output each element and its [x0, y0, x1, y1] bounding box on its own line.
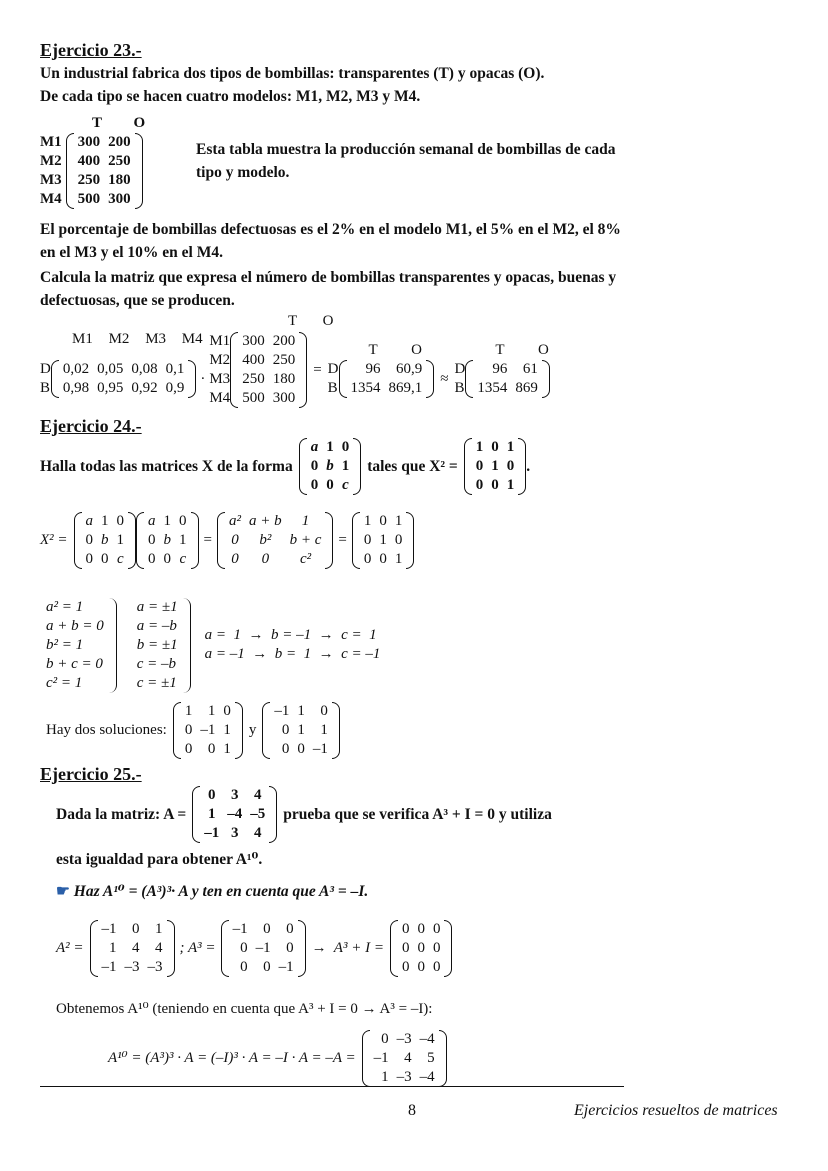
matrix-cell: 0 — [475, 477, 484, 493]
zero-matrix — [390, 920, 453, 977]
rounded-result-matrix — [465, 360, 550, 398]
matrix-cell: 1 — [163, 513, 172, 529]
matrix-cell: 0 — [208, 787, 216, 803]
matrix-cell: 0 — [240, 940, 248, 956]
matrix-cell: 0 — [281, 741, 290, 757]
form-matrix — [299, 438, 362, 495]
matrix-cell: 96 — [492, 361, 508, 377]
matrix-cell: a — [85, 513, 94, 529]
matrix-cell: 1 — [155, 921, 163, 937]
matrix-cell: 300 — [242, 333, 265, 349]
matrix-cell: 0 — [101, 551, 109, 567]
matrix-cell: 61 — [522, 361, 538, 377]
p-row-labels: D B — [40, 361, 51, 396]
matrix-cell: 1354 — [350, 380, 381, 396]
matrix-cell: a² — [229, 513, 242, 529]
matrix-cell: 200 — [272, 333, 296, 349]
powers-calc: A² = –1 0 1 1 4 4 –1 –3 –3 ; A³ = –1 0 0 0 –1 0 0 0 –1 → A³ + I = 0 0 0 0 0 0 0 0 0 — [56, 920, 452, 977]
matrix-cell: 0 — [263, 921, 271, 937]
matrix-cell: 1 — [341, 458, 350, 474]
matrix-cell: 0 — [281, 722, 290, 738]
x-squared-calc: X² = a 1 0 0 b 1 0 0 c a 1 0 0 b 1 0 0 c = a² a + b 1 0 b² b + c 0 0 c² = 1 0 1 0 1 0 0 0 1 — [40, 512, 414, 569]
matrix-cell: –4 — [419, 1069, 435, 1085]
x-matrix-b — [136, 512, 199, 569]
matrix-cell: 0 — [491, 477, 499, 493]
matrix-cell: 250 — [108, 153, 131, 169]
matrix-cell: 0 — [475, 458, 484, 474]
matrix-cell: 1 — [326, 439, 334, 455]
matrix-cell: 0 — [179, 513, 187, 529]
derived-equations: a = ±1 a = –b b = ±1 c = –b c = ±1 — [125, 598, 191, 693]
matrix-cell: 0 — [363, 551, 372, 567]
obtain-text: Obtenemos A¹⁰ (teniendo en cuenta que A³ + I = 0 → A³ = –I): — [56, 1001, 433, 1017]
ex25-heading: Ejercicio 25.- — [40, 764, 142, 784]
matrix-cell: 0 — [163, 551, 172, 567]
matrix-cell: 4 — [254, 787, 262, 803]
matrix-cell: 1 — [301, 513, 310, 529]
matrix-cell: –1 — [278, 959, 294, 975]
matrix-cell: b² — [259, 532, 272, 548]
target-matrix — [464, 438, 527, 495]
matrix-cell: 1 — [101, 513, 109, 529]
matrix-cell: 0 — [394, 532, 403, 548]
matrix-cell: 0 — [231, 532, 239, 548]
matrix-cell: 0 — [506, 458, 515, 474]
matrix-cell: 1 — [179, 532, 187, 548]
matrix-cell: 5 — [427, 1050, 435, 1066]
matrix-cell: –1 — [101, 959, 117, 975]
equations: a² = 1 a + b = 0 b² = 1 b + c = 0 c² = 1 — [46, 598, 117, 693]
matrix-cell: 250 — [77, 172, 101, 188]
matrix-cell: –4 — [419, 1031, 435, 1047]
matrix-cell: 300 — [77, 134, 101, 150]
matrix-cell: 1 — [381, 1069, 389, 1085]
matrix-cell: 500 — [242, 390, 265, 406]
ex25-hint: ☛ Haz A¹⁰ = (A³)³· A y ten en cuenta que A³ = –I. — [56, 883, 369, 900]
matrix-cell: 0 — [261, 551, 270, 567]
ex24-statement: Halla todas las matrices X de la forma a 1 0 0 b 1 0 0 c tales que X² = 1 0 1 0 1 0 0 0 1 . — [40, 439, 531, 493]
matrix-cell: 180 — [108, 172, 131, 188]
matrix-cell: b — [326, 458, 334, 474]
matrix-cell: 0 — [379, 513, 387, 529]
matrix-cell: 0,1 — [165, 361, 185, 377]
matrix-cell: a — [310, 439, 319, 455]
ex25-use: esta igualdad para obtener A¹⁰. — [56, 851, 263, 868]
matrix-cell: 0 — [379, 551, 387, 567]
matrix-cell: 869,1 — [388, 380, 423, 396]
matrix-cell: 0 — [184, 722, 193, 738]
a-squared-matrix — [90, 920, 175, 977]
matrix-cell: 250 — [272, 352, 296, 368]
matrix-cell: 0 — [85, 551, 94, 567]
matrix-cell: 0 — [401, 921, 410, 937]
matrix-cell: 4 — [404, 1050, 412, 1066]
matrix-cell: b — [101, 532, 109, 548]
matrix-cell: 0 — [381, 1031, 389, 1047]
matrix-cell: 0 — [297, 741, 305, 757]
hand-pointer-icon: ☛ — [56, 883, 70, 900]
ex23-intro-line2: De cada tipo se hacen cuatro modelos: M1, M2, M3 y M4. — [40, 88, 421, 105]
matrix-cell: 0 — [240, 959, 248, 975]
matrix-cell: 300 — [108, 191, 131, 207]
matrix-cell: 869 — [515, 380, 538, 396]
matrix-cell: c — [179, 551, 187, 567]
matrix-cell: 1 — [223, 741, 231, 757]
matrix-cell: 0 — [286, 940, 294, 956]
matrix-cell: 1 — [116, 532, 125, 548]
matrix-cell: –4 — [227, 806, 243, 822]
matrix-cell: 500 — [77, 191, 101, 207]
matrix-cell: 200 — [108, 134, 131, 150]
matrix-cell: 1 — [475, 439, 484, 455]
production-matrix — [66, 133, 143, 209]
matrix-cell: 0 — [148, 551, 156, 567]
matrix-cell: 1 — [363, 513, 372, 529]
page-number: 8 — [408, 1102, 416, 1119]
matrix-cell: 0 — [401, 959, 410, 975]
matrix-cell: 180 — [272, 371, 296, 387]
matrix-cell: –3 — [124, 959, 140, 975]
matrix-cell: 0 — [320, 703, 328, 719]
matrix-cell: –3 — [396, 1031, 412, 1047]
matrix-cell: –1 — [274, 703, 290, 719]
table-note: Esta tabla muestra la producción semanal de bombillas de cada tipo y modelo. — [196, 141, 616, 181]
matrix-cell: –1 — [255, 940, 271, 956]
col-header-o: O — [133, 115, 146, 131]
matrix-a — [192, 786, 277, 843]
matrix-cell: 0,08 — [131, 361, 158, 377]
matrix-cell: 0 — [310, 477, 319, 493]
matrix-cell: 1 — [506, 439, 515, 455]
matrix-cell: 1 — [491, 458, 499, 474]
t-o-header: T O — [288, 313, 334, 329]
solution-lines: a = 1 → b = –1 → c = 1 a = –1 → b = 1 → c = –1 — [204, 627, 381, 662]
matrix-cell: 1 — [394, 551, 403, 567]
matrix-cell: –1 — [200, 722, 216, 738]
matrix-cell: 1 — [394, 513, 403, 529]
matrix-cell: 0 — [263, 959, 271, 975]
p-col-headers: M1 M2 M3 M4 — [72, 331, 203, 347]
matrix-cell: 1 — [379, 532, 387, 548]
final-calc: A¹⁰ = (A³)³ · A = (–I)³ · A = –I · A = –A = 0 –3 –4 –1 4 5 1 –3 –4 — [108, 1030, 447, 1087]
matrix-cell: 0 — [184, 741, 193, 757]
matrix-cell: 4 — [155, 940, 163, 956]
matrix-cell: 0 — [116, 513, 125, 529]
matrix-cell: 1 — [297, 722, 305, 738]
matrix-cell: 0 — [363, 532, 372, 548]
percent-text: El porcentaje de bombillas defectuosas es el 2% en el modelo M1, el 5% en el M2, el 8% en el M3 y el 10% en el M4. — [40, 221, 621, 261]
a10-matrix — [362, 1030, 447, 1087]
matrix-cell: 0 — [148, 532, 156, 548]
matrix-cell: 0 — [326, 477, 334, 493]
question-text: Calcula la matriz que expresa el número de bombillas transparentes y opacas, buenas y defectuosas, que se producen. — [40, 269, 617, 309]
matrix-cell: 3 — [231, 825, 239, 841]
matrix-cell: 0 — [310, 458, 319, 474]
ex24-heading: Ejercicio 24.- — [40, 416, 142, 436]
matrix-cell: 3 — [231, 787, 239, 803]
matrix-cell: 0 — [432, 940, 441, 956]
matrix-cell: –1 — [101, 921, 117, 937]
m-row-labels: M1 M2 M3 M4 — [209, 333, 231, 406]
production-matrix-2 — [230, 332, 307, 408]
matrix-cell: 0,92 — [131, 380, 158, 396]
matrix-cell: 0 — [417, 921, 425, 937]
matrix-cell: 400 — [242, 352, 265, 368]
matrix-cell: –1 — [204, 825, 220, 841]
matrix-cell: 0 — [341, 439, 350, 455]
matrix-cell: c — [342, 477, 349, 493]
result-matrix — [339, 360, 435, 398]
matrix-cell: c — [116, 551, 124, 567]
matrix-cell: 0,95 — [97, 380, 124, 396]
ex23-intro-line1: Un industrial fabrica dos tipos de bombillas: transparentes (T) y opacas (O). — [40, 65, 545, 82]
solution-matrix-1 — [173, 702, 243, 759]
matrix-cell: 1 — [320, 722, 328, 738]
matrix-cell: 4 — [132, 940, 140, 956]
two-solutions: Hay dos soluciones: 1 1 0 0 –1 1 0 0 1 y –1 1 0 0 1 1 0 0 –1 — [46, 702, 340, 759]
matrix-cell: 0 — [207, 741, 216, 757]
a-cubed-matrix — [221, 920, 306, 977]
footer-rule — [40, 1086, 624, 1087]
matrix-cell: –3 — [147, 959, 163, 975]
ex23-production-table — [40, 114, 145, 209]
col-header-t: T — [92, 115, 102, 131]
matrix-cell: 0 — [286, 921, 294, 937]
matrix-cell: a — [148, 513, 156, 529]
matrix-cell: 0,02 — [62, 361, 90, 377]
matrix-cell: –1 — [232, 921, 248, 937]
matrix-cell: 0 — [85, 532, 94, 548]
matrix-cell: –5 — [250, 806, 266, 822]
matrix-cell: 1 — [208, 806, 216, 822]
solution-matrix-2 — [262, 702, 340, 759]
matrix-cell: 0 — [231, 551, 239, 567]
matrix-cell: 1 — [184, 703, 193, 719]
matrix-cell: 1354 — [477, 380, 508, 396]
matrix-cell: b + c — [289, 532, 322, 548]
matrix-cell: 0,98 — [62, 380, 90, 396]
equation-system — [46, 588, 380, 702]
matrix-cell: a + b — [249, 513, 282, 529]
matrix-cell: c² — [299, 551, 312, 567]
identity-target — [352, 512, 415, 569]
matrix-cell: 0 — [132, 921, 140, 937]
defect-matrix — [51, 360, 197, 398]
footer-title: Ejercicios resueltos de matrices — [574, 1102, 778, 1119]
matrix-cell: –1 — [312, 741, 328, 757]
matrix-cell: 1 — [506, 477, 515, 493]
matrix-cell: 0 — [223, 703, 231, 719]
matrix-cell: 1 — [109, 940, 117, 956]
matrix-cell: –3 — [396, 1069, 412, 1085]
matrix-cell: 0,9 — [165, 380, 185, 396]
ex25-statement: Dada la matriz: A = 0 3 4 1 –4 –5 –1 3 4 prueba que se verifica A³ + I = 0 y utiliza — [56, 787, 552, 841]
matrix-cell: 0 — [432, 921, 441, 937]
matrix-cell: 300 — [272, 390, 296, 406]
matrix-cell: 1 — [207, 703, 216, 719]
matrix-cell: 4 — [254, 825, 262, 841]
matrix-cell: 0 — [432, 959, 441, 975]
matrix-cell: b — [163, 532, 172, 548]
row-labels: M1 M2 M3 M4 — [40, 134, 62, 207]
matrix-cell: 0,05 — [97, 361, 124, 377]
matrix-cell: 60,9 — [396, 361, 423, 377]
x-squared-matrix — [217, 512, 333, 569]
matrix-cell: 400 — [77, 153, 101, 169]
x-matrix-a — [74, 512, 137, 569]
matrix-cell: 1 — [297, 703, 305, 719]
matrix-cell: –1 — [373, 1050, 389, 1066]
matrix-cell: 0 — [491, 439, 499, 455]
matrix-cell: 250 — [242, 371, 265, 387]
matrix-cell: 96 — [365, 361, 381, 377]
ex23-intro — [40, 62, 630, 108]
matrix-cell: 1 — [223, 722, 231, 738]
matrix-cell: 0 — [417, 940, 425, 956]
matrix-cell: 0 — [417, 959, 425, 975]
matrix-cell: 0 — [401, 940, 410, 956]
ex23-heading: Ejercicio 23.- — [40, 40, 142, 60]
